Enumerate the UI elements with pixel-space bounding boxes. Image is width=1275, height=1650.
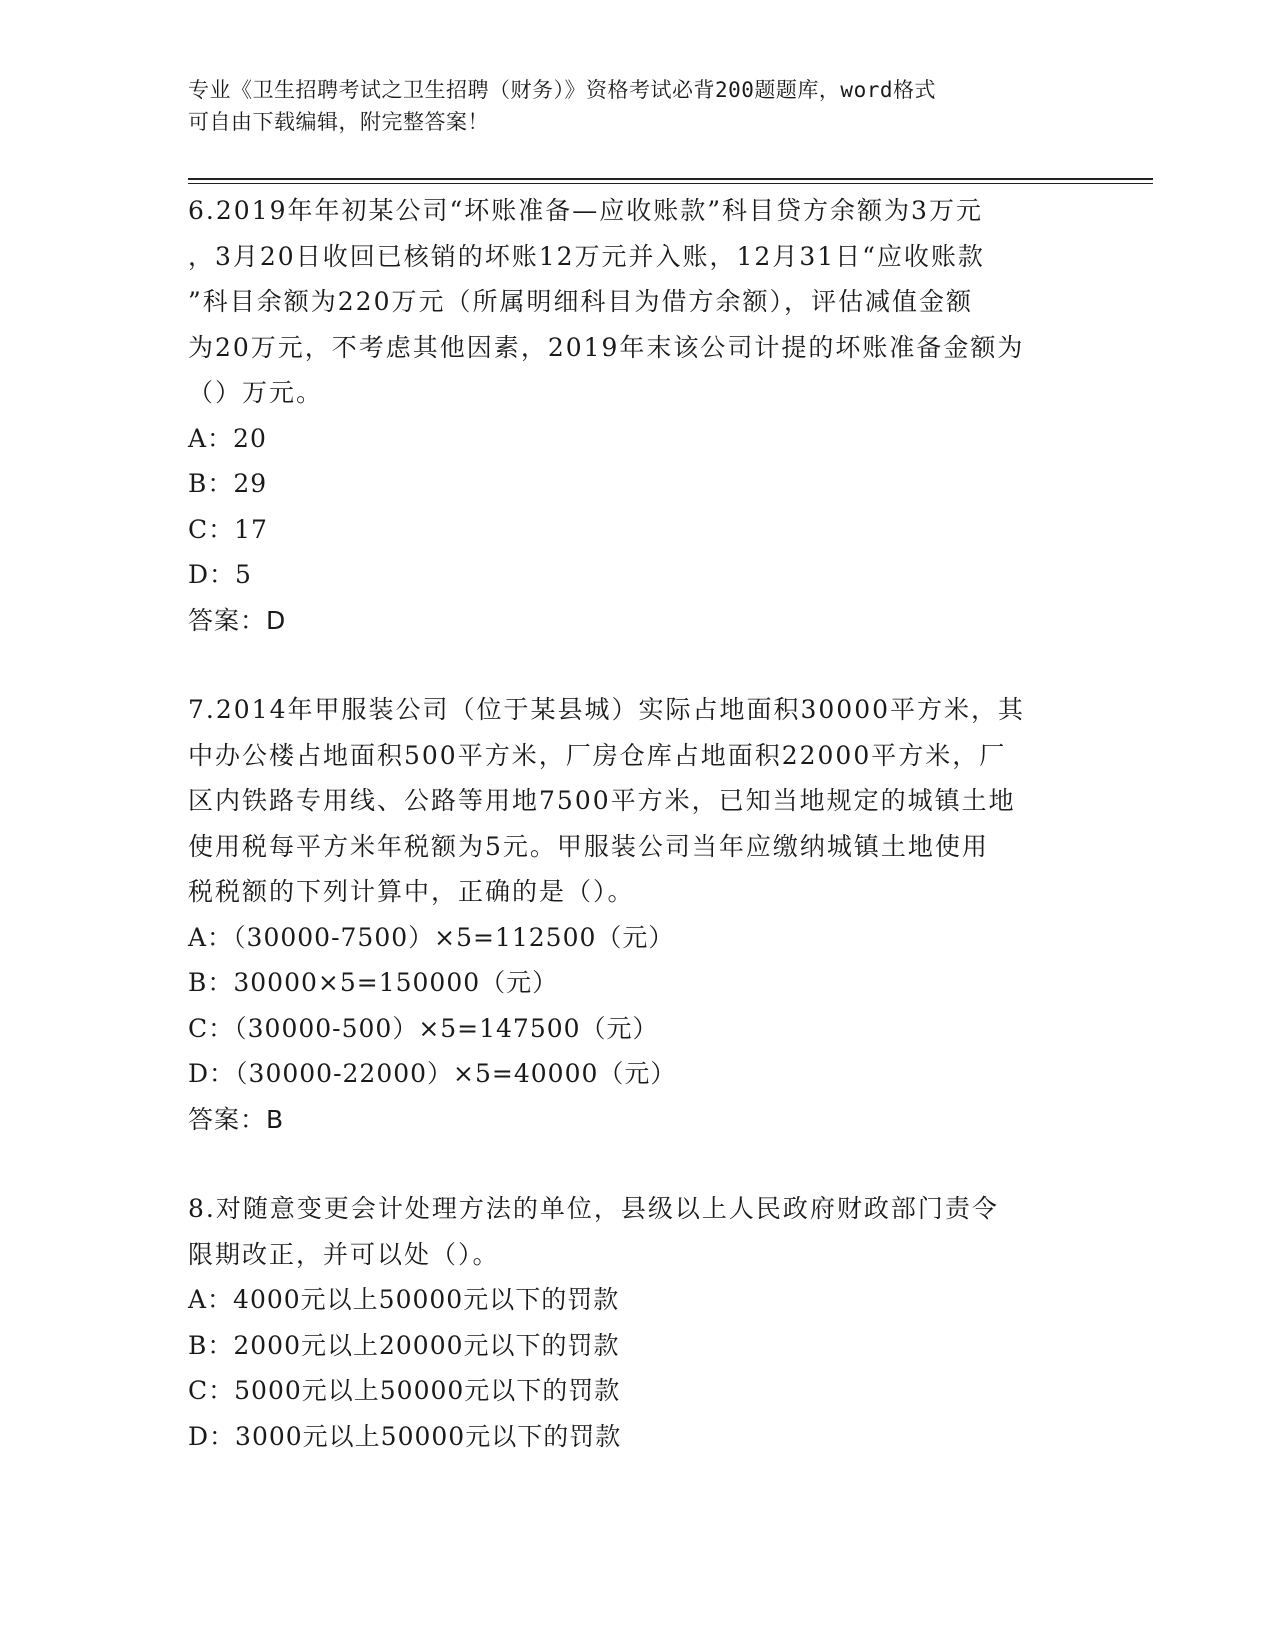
header-line: 可自由下载编辑，附完整答案！: [188, 110, 489, 134]
question-text-line: 6.2019年年初某公司“坏账准备—应收账款”科目贷方余额为3万元: [188, 196, 983, 225]
document-header: [188, 74, 1088, 138]
question-6: [188, 188, 1088, 643]
answer-label: 答案：B: [188, 1104, 285, 1134]
question-text-line: ，3月20日收回已核销的坏账12万元并入账，12月31日“应收账款: [188, 241, 985, 271]
question-text-line: ”科目余额为220万元（所属明细科目为借方余额），评估减值金额: [188, 287, 974, 316]
header-divider-thin: [188, 183, 1153, 184]
question-text-line: 区内铁路专用线、公路等用地7500平方米，已知当地规定的城镇土地: [188, 786, 1016, 815]
option-a: A：4000元以上50000元以下的罚款: [188, 1285, 620, 1314]
question-text-line: 为20万元，不考虑其他因素，2019年末该公司计提的坏账准备金额为: [188, 332, 1025, 362]
option-d: D：3000元以上50000元以下的罚款: [188, 1421, 622, 1451]
question-text-line: 税税额的下列计算中，正确的是（）。: [188, 877, 635, 906]
question-text-line: 7.2014年甲服装公司（位于某县城）实际占地面积30000平方米，其: [188, 695, 1026, 724]
question-spacer: [188, 1142, 1088, 1186]
option-b: B：2000元以上20000元以下的罚款: [188, 1330, 620, 1360]
option-a: A：（30000-7500）×5=112500（元）: [188, 922, 675, 952]
question-8: [188, 1186, 1088, 1459]
header-divider-thick: [188, 178, 1153, 180]
option-d: D：（30000-22000）×5=40000（元）: [188, 1059, 677, 1088]
question-text-line: 中办公楼占地面积500平方米，厂房仓库占地面积22000平方米，厂: [188, 740, 1007, 770]
question-text-line: 8.对随意变更会计处理方法的单位，县级以上人民政府财政部门责令: [188, 1194, 999, 1223]
option-d: D：5: [188, 560, 252, 589]
option-a: A：20: [188, 423, 267, 453]
question-7: [188, 687, 1088, 1142]
question-spacer: [188, 643, 1088, 687]
option-c: C：5000元以上50000元以下的罚款: [188, 1376, 621, 1405]
question-text-line: 限期改正，并可以处（）。: [188, 1239, 500, 1269]
question-text-line: 使用税每平方米年税额为5元。甲服装公司当年应缴纳城镇土地使用: [188, 831, 989, 861]
answer-label: 答案：D: [188, 605, 287, 635]
question-text-line: （）万元。: [188, 378, 324, 407]
option-b: B：29: [188, 469, 268, 498]
option-c: C：17: [188, 514, 268, 544]
option-c: C：（30000-500）×5=147500（元）: [188, 1013, 659, 1043]
header-line: 专业《卫生招聘考试之卫生招聘（财务）》资格考试必背200题题库，word格式: [188, 78, 936, 102]
question-list: [188, 188, 1088, 1459]
option-b: B：30000×5=150000（元）: [188, 968, 559, 997]
